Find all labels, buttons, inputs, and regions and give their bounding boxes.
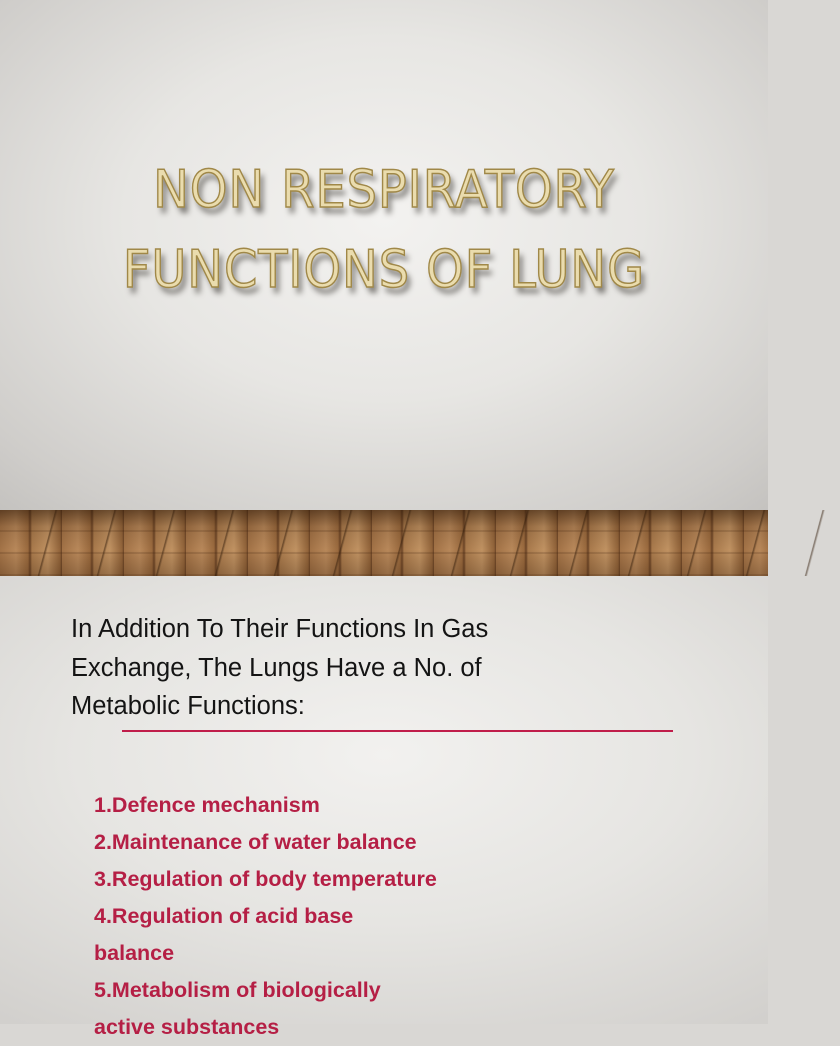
functions-list bbox=[94, 787, 614, 1046]
intro-text: In Addition To Their Functions In Gas Exchange, The Lungs Have a No. of Metabolic Functions: bbox=[71, 615, 489, 720]
wood-floor-decoration bbox=[0, 510, 768, 576]
title-line-1: NON RESPIRATORY bbox=[153, 160, 615, 220]
list-item: 5.Metabolism of biologically active substances bbox=[94, 978, 381, 1039]
list-item: 4.Regulation of acid base balance bbox=[94, 904, 354, 965]
slide-title bbox=[31, 150, 738, 310]
list-item: 1.Defence mechanism bbox=[94, 793, 320, 817]
title-line-2: FUNCTIONS OF LUNG bbox=[122, 240, 646, 300]
list-item: 3.Regulation of body temperature bbox=[94, 867, 437, 891]
divider-line bbox=[122, 730, 673, 732]
list-item: 2.Maintenance of water balance bbox=[94, 830, 417, 854]
content-slide bbox=[0, 576, 768, 1039]
